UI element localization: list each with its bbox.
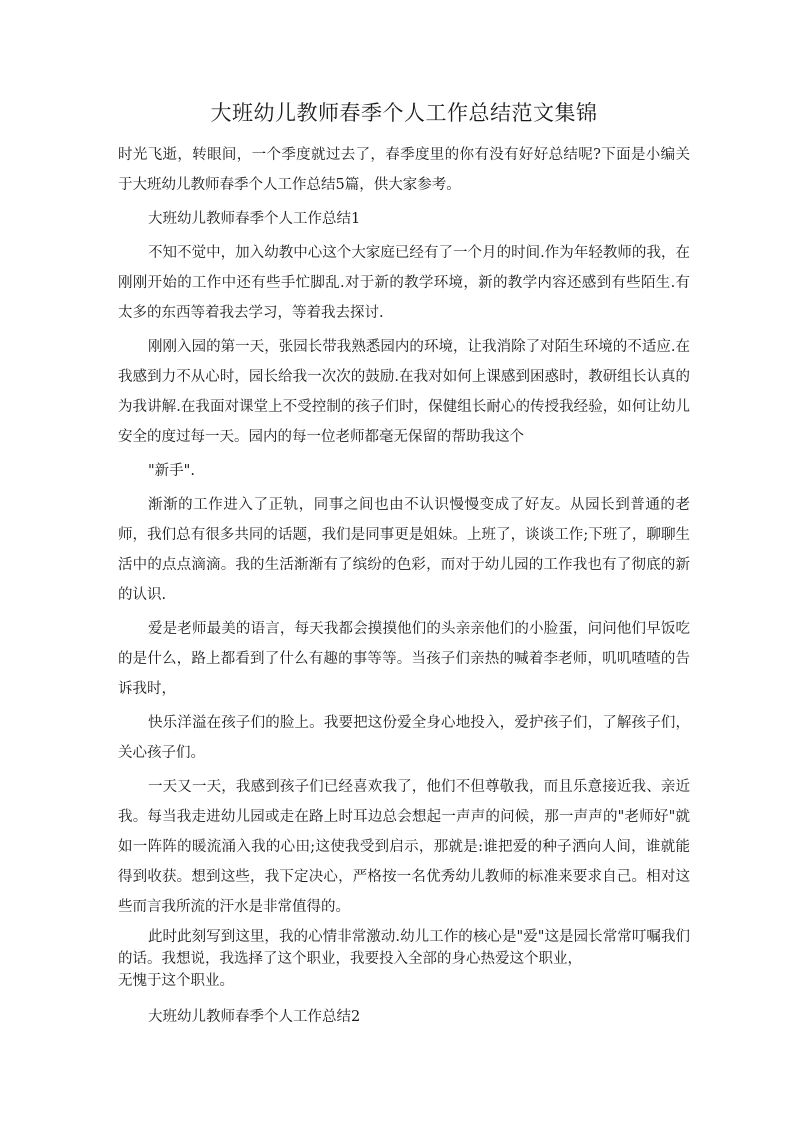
section-heading-2: 大班幼儿教师春季个人工作总结2 (148, 1009, 361, 1025)
body-paragraph: 此时此刻写到这里，我的心情非常激动.幼儿工作的核心是"爱"这是园长常常叮嘱我们的话。我想说，我选择了这个职业，我要投入全部的身心热爱这个职业， (118, 929, 690, 967)
document-title: 大班幼儿教师春季个人工作总结范文集锦 (210, 101, 598, 125)
document-page (118, 96, 690, 1036)
body-paragraph: 快乐洋溢在孩子们的脸上。我要把这份爱全身心地投入，爱护孩子们，了解孩子们，关心孩子们。 (118, 715, 690, 761)
body-paragraph: 刚刚入园的第一天，张园长带我熟悉园内的环境，让我消除了对陌生环境的不适应.在我感到力不从心时，园长给我一次次的鼓励.在我对如何上课感到困惑时，教研组长认真的为我讲解.在我面对课堂上不受控制的孩子们时，保健组长耐心的传授我经验，如何让幼儿安全的度过每一天。园内的每一位老师都毫无保留的帮助我这个 (118, 339, 690, 445)
body-paragraph: 渐渐的工作进入了正轨，同事之间也由不认识慢慢变成了好友。从园长到普通的老师，我们总有很多共同的话题，我们是同事更是姐妹。上班了，谈谈工作;下班了，聊聊生活中的点点滴滴。我的生活渐渐有了缤纷的色彩，而对于幼儿园的工作我也有了彻底的新的认识. (118, 497, 690, 603)
intro-paragraph: 时光飞逝，转眼间，一个季度就过去了，春季度里的你有没有好好总结呢?下面是小编关于大班幼儿教师春季个人工作总结5篇，供大家参考。 (118, 147, 690, 193)
section-heading-1: 大班幼儿教师春季个人工作总结1 (148, 211, 361, 227)
body-paragraph: "新手". (148, 463, 195, 479)
closing-line: 无愧于这个职业。 (118, 973, 234, 989)
body-paragraph: 不知不觉中，加入幼教中心这个大家庭已经有了一个月的时间.作为年轻教师的我，在刚刚开始的工作中还有些手忙脚乱.对于新的教学环境，新的教学内容还感到有些陌生.有太多的东西等着我去学习，等着我去探讨. (118, 245, 690, 321)
body-paragraph: 一天又一天，我感到孩子们已经喜欢我了，他们不但尊敬我，而且乐意接近我、亲近我。每当我走进幼儿园或走在路上时耳边总会想起一声声的问候，那一声声的"老师好"就如一阵阵的暖流涌入我的心田;这使我受到启示，那就是:谁把爱的种子洒向人间，谁就能得到收获。想到这些，我下定决心，严格按一名优秀幼儿教师的标准来要求自己。相对这些而言我所流的汗水是非常值得的。 (118, 779, 690, 915)
body-paragraph: 爱是老师最美的语言，每天我都会摸摸他们的头亲亲他们的小脸蛋，问问他们早饭吃的是什么，路上都看到了什么有趣的事等等。当孩子们亲热的喊着李老师，叽叽喳喳的告诉我时， (118, 621, 690, 697)
